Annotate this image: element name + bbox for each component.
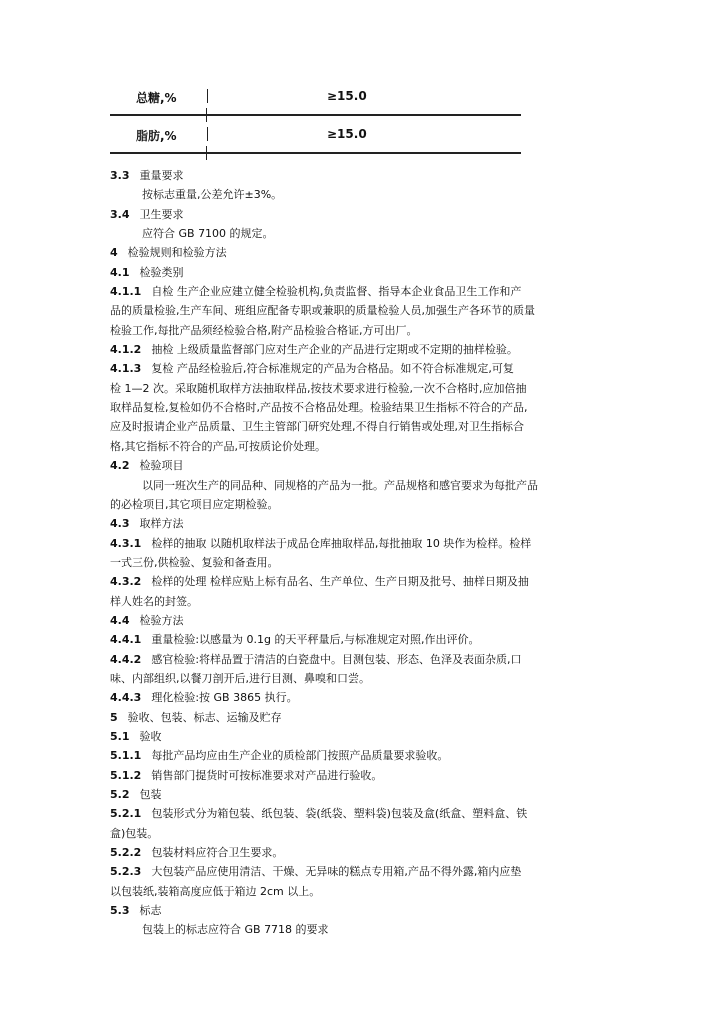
text-line [110,688,606,707]
section-number: 5 [110,710,118,724]
line-text: 验收 [139,729,162,743]
text-line [110,263,606,282]
section-number: 4.4.2 [110,652,142,666]
text-line [110,282,606,301]
text-line [110,804,606,823]
line-text: 检样的处理 检样应贴上标有品名、生产单位、生产日期及批号、抽样日期及抽 [151,575,529,589]
line-text: 销售部门提货时可按标准要求对产品进行验收。 [151,768,383,782]
line-text: 重量检验:以感量为 0.1g 的天平秤量后,与标准规定对照,作出评价。 [151,633,480,647]
column-divider [207,127,208,141]
line-text: 包装上的标志应符合 GB 7718 的要求 [142,923,329,937]
row-rule [110,114,521,116]
text-line [110,379,606,398]
text-line [110,398,606,417]
text-line [110,243,606,262]
section-number: 4.1.2 [110,343,142,357]
section-number: 4.1.1 [110,285,142,299]
text-line [110,727,606,746]
section-number: 4.3.2 [110,575,142,589]
line-text: 复检 产品经检验后,符合标准规定的产品为合格品。如不符合标准规定,可复 [151,362,514,376]
row-rule [110,152,521,154]
line-text: 味、内部组织,以餐刀剖开后,进行目测、鼻嗅和口尝。 [110,671,370,685]
section-number: 4.2 [110,459,130,473]
line-text: 格,其它指标不符合的产品,可按质论价处理。 [110,439,326,453]
section-number: 5.1.2 [110,768,142,782]
text-line [110,572,606,591]
text-line [110,630,606,649]
line-text: 抽检 上级质量监督部门应对生产企业的产品进行定期或不定期的抽样检验。 [151,343,518,357]
table-row [110,86,521,120]
text-line [110,611,606,630]
text-line [110,437,606,456]
text-line [110,708,606,727]
line-text: 每批产品均应由生产企业的质检部门按照产品质量要求验收。 [151,749,449,763]
line-text: 验收、包装、标志、运输及贮存 [127,710,282,724]
line-text: 的必检项目,其它项目应定期检验。 [110,497,279,511]
row-value: ≥15.0 [327,127,367,141]
line-text: 包装材料应符合卫生要求。 [151,846,284,860]
table-row [110,124,521,158]
text-line [110,359,606,378]
text-line [110,205,606,224]
section-number: 3.3 [110,169,130,182]
line-text: 检验工作,每批产品须经检验合格,附产品检验合格证,方可出厂。 [110,323,418,337]
section-number: 4 [110,246,118,260]
line-text: 检验项目 [139,459,184,473]
line-text: 应及时报请企业产品质量、卫生主管部门研究处理,不得自行销售或处理,对卫生指标合 [110,420,524,434]
section-number: 5.2 [110,788,130,801]
text-line [110,534,606,553]
section-number: 3.4 [110,207,130,221]
line-text: 品的质量检验,生产车间、班组应配备专职或兼职的质量检验人员,加强生产各环节的质量 [110,304,535,318]
text-line [110,185,606,204]
line-text: 检验规则和检验方法 [127,246,227,260]
section-number: 4.4.1 [110,633,142,647]
text-line [110,514,606,533]
line-text: 大包装产品应使用清洁、干燥、无异味的糕点专用箱,产品不得外露,箱内应垫 [151,865,522,879]
section-number: 4.1.3 [110,362,142,376]
line-text: 重量要求 [139,169,184,182]
text-line [110,495,606,514]
nutrition-table [110,86,521,158]
rule-tick [206,108,207,122]
line-text: 以包装纸,装箱高度应低于箱边 2cm 以上。 [110,884,321,898]
section-number: 4.1 [110,265,130,279]
line-text: 取样方法 [139,517,184,531]
line-text: 以同一班次生产的同品种、同规格的产品为一批。产品规格和感官要求为每批产品 [142,478,538,492]
text-line [110,224,606,243]
rule-tick [206,146,207,160]
line-text: 标志 [139,904,162,918]
text-line [110,650,606,669]
line-text: 自检 生产企业应建立健全检验机构,负责监督、指导本企业食品卫生工作和产 [151,285,522,299]
text-line [110,321,606,340]
row-value: ≥15.0 [327,89,367,103]
section-number: 5.2.2 [110,846,142,860]
text-line [110,669,606,688]
text-line [110,785,606,804]
row-name: 脂肪,% [136,129,177,143]
line-text: 理化检验:按 GB 3865 执行。 [151,691,298,705]
line-text: 盒)包装。 [110,826,159,840]
section-number: 4.3.1 [110,536,142,550]
text-line [110,766,606,785]
text-line [110,301,606,320]
line-text: 卫生要求 [139,207,184,221]
line-text: 应符合 GB 7100 的规定。 [142,227,274,241]
column-divider [207,89,208,103]
text-line [110,166,606,185]
text-line [110,456,606,475]
line-text: 取样品复检,复检如仍不合格时,产品按不合格品处理。检验结果卫生指标不符合的产品, [110,401,528,415]
line-text: 一式三份,供检验、复验和备查用。 [110,555,279,569]
text-line [110,476,606,495]
line-text: 检 1—2 次。采取随机取样方法抽取样品,按技术要求进行检验,一次不合格时,应加倍抽 [110,381,527,395]
line-text: 检验方法 [139,613,184,627]
text-line [110,746,606,765]
text-line [110,340,606,359]
line-text: 样人姓名的封签。 [110,594,198,608]
text-line [110,592,606,611]
section-number: 5.1 [110,729,130,743]
text-line [110,920,606,939]
text-line [110,824,606,843]
section-number: 4.4 [110,613,130,627]
text-line [110,417,606,436]
section-number: 5.2.3 [110,865,142,879]
row-name: 总糖,% [136,91,177,105]
text-line [110,553,606,572]
section-number: 5.1.1 [110,749,142,763]
line-text: 包装 [139,788,162,801]
text-line [110,882,606,901]
section-number: 5.3 [110,904,130,918]
text-line [110,862,606,881]
section-number: 4.3 [110,517,130,531]
text-line [110,843,606,862]
text-line [110,901,606,920]
line-text: 按标志重量,公差允许±3%。 [142,188,283,202]
line-text: 包装形式分为箱包装、纸包装、袋(纸袋、塑料袋)包装及盒(纸盒、塑料盒、铁 [151,807,528,821]
section-number: 4.4.3 [110,691,142,705]
line-text: 检验类别 [139,265,184,279]
line-text: 感官检验:将样品置于清洁的白瓷盘中。目测包装、形态、色泽及表面杂质,口 [151,652,522,666]
document-body [110,166,606,940]
line-text: 检样的抽取 以随机取样法于成品仓库抽取样品,每批抽取 10 块作为检样。检样 [151,536,532,550]
section-number: 5.2.1 [110,807,142,821]
